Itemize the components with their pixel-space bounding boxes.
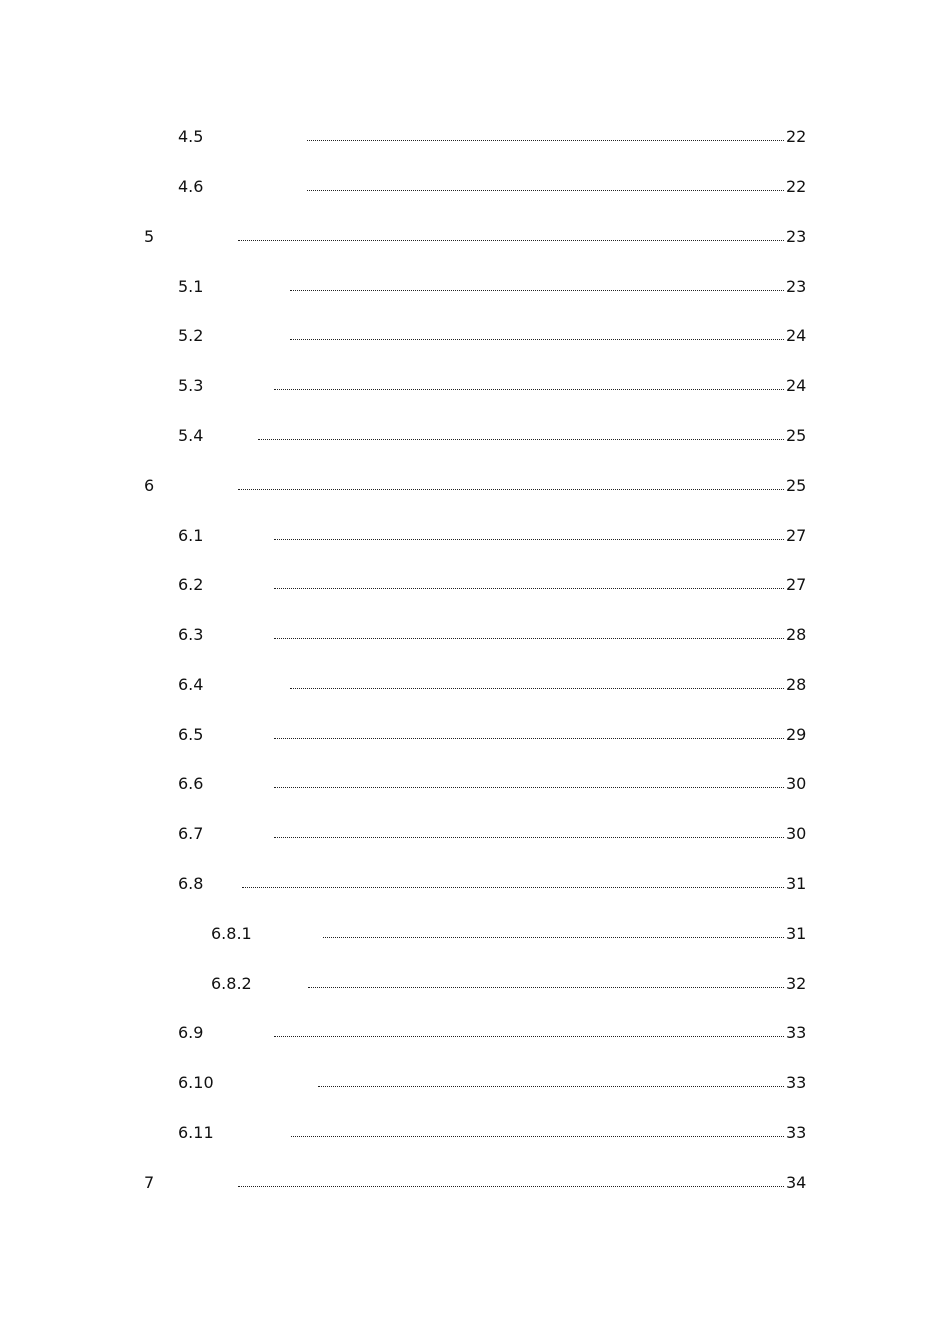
toc-dot-leader xyxy=(274,1036,784,1037)
toc-entry-number: 6.8.2 xyxy=(211,974,252,993)
toc-entry[interactable] xyxy=(0,1171,950,1195)
toc-entry-page: 33 xyxy=(786,1073,807,1092)
toc-dot-leader xyxy=(290,688,784,689)
toc-entry[interactable] xyxy=(0,772,950,796)
toc-entry-page: 33 xyxy=(786,1123,807,1142)
toc-entry-page: 32 xyxy=(786,974,807,993)
toc-entry[interactable] xyxy=(0,324,950,348)
toc-entry-page: 25 xyxy=(786,476,807,495)
toc-entry-page: 34 xyxy=(786,1173,807,1192)
toc-entry-page: 22 xyxy=(786,127,807,146)
toc-entry[interactable] xyxy=(0,524,950,548)
toc-entry[interactable] xyxy=(0,872,950,896)
toc-entry[interactable] xyxy=(0,275,950,299)
toc-entry-number: 5.4 xyxy=(178,426,204,445)
toc-entry[interactable] xyxy=(0,125,950,149)
toc-entry-page: 33 xyxy=(786,1023,807,1042)
toc-entry[interactable] xyxy=(0,474,950,498)
toc-entry-page: 25 xyxy=(786,426,807,445)
toc-dot-leader xyxy=(307,190,784,191)
toc-dot-leader xyxy=(318,1086,784,1087)
toc-entry[interactable] xyxy=(0,374,950,398)
toc-dot-leader xyxy=(242,887,784,888)
toc-dot-leader xyxy=(274,738,784,739)
toc-entry[interactable] xyxy=(0,972,950,996)
toc-entry-number: 6.8.1 xyxy=(211,924,252,943)
toc-entry[interactable] xyxy=(0,623,950,647)
toc-entry-number: 6.3 xyxy=(178,625,204,644)
toc-entry-page: 24 xyxy=(786,326,807,345)
toc-entry-number: 6.9 xyxy=(178,1023,204,1042)
toc-entry-page: 22 xyxy=(786,177,807,196)
toc-entry-page: 27 xyxy=(786,526,807,545)
toc-entry-page: 31 xyxy=(786,874,807,893)
toc-entry-number: 7 xyxy=(144,1173,155,1192)
toc-entry[interactable] xyxy=(0,1021,950,1045)
toc-entry-page: 30 xyxy=(786,824,807,843)
toc-entry-number: 5.2 xyxy=(178,326,204,345)
toc-dot-leader xyxy=(238,489,784,490)
toc-entry-number: 6 xyxy=(144,476,155,495)
toc-entry-number: 5.3 xyxy=(178,376,204,395)
toc-entry-number: 6.10 xyxy=(178,1073,214,1092)
toc-entry-number: 6.7 xyxy=(178,824,204,843)
toc-dot-leader xyxy=(323,937,784,938)
toc-entry-number: 6.6 xyxy=(178,774,204,793)
toc-entry-page: 27 xyxy=(786,575,807,594)
toc-entry[interactable] xyxy=(0,922,950,946)
toc-entry-page: 24 xyxy=(786,376,807,395)
toc-entry-number: 4.5 xyxy=(178,127,204,146)
toc-dot-leader xyxy=(307,140,784,141)
toc-entry-number: 5.1 xyxy=(178,277,204,296)
toc-entry-number: 6.2 xyxy=(178,575,204,594)
toc-dot-leader xyxy=(308,987,784,988)
toc-dot-leader xyxy=(274,638,784,639)
toc-dot-leader xyxy=(238,240,784,241)
toc-dot-leader xyxy=(274,588,784,589)
toc-dot-leader xyxy=(291,1136,784,1137)
toc-dot-leader xyxy=(290,290,784,291)
toc-entry[interactable] xyxy=(0,1071,950,1095)
toc-entry-page: 23 xyxy=(786,277,807,296)
toc-entry[interactable] xyxy=(0,225,950,249)
toc-dot-leader xyxy=(274,389,784,390)
toc-entry-page: 23 xyxy=(786,227,807,246)
toc-entry-page: 28 xyxy=(786,675,807,694)
toc-dot-leader xyxy=(238,1186,784,1187)
toc-entry-number: 6.1 xyxy=(178,526,204,545)
toc-entry[interactable] xyxy=(0,723,950,747)
toc-entry-number: 6.11 xyxy=(178,1123,214,1142)
toc-entry-number: 6.5 xyxy=(178,725,204,744)
toc-entry-page: 30 xyxy=(786,774,807,793)
toc-entry[interactable] xyxy=(0,424,950,448)
toc-entry-number: 5 xyxy=(144,227,155,246)
toc-entry-number: 4.6 xyxy=(178,177,204,196)
toc-dot-leader xyxy=(274,787,784,788)
toc-entry-page: 31 xyxy=(786,924,807,943)
toc-entry[interactable] xyxy=(0,1121,950,1145)
toc-entry[interactable] xyxy=(0,822,950,846)
toc-entry[interactable] xyxy=(0,573,950,597)
toc-entry-number: 6.8 xyxy=(178,874,204,893)
toc-entry[interactable] xyxy=(0,175,950,199)
toc-dot-leader xyxy=(258,439,784,440)
toc-entry-page: 29 xyxy=(786,725,807,744)
toc-entry[interactable] xyxy=(0,673,950,697)
toc-dot-leader xyxy=(274,837,784,838)
toc-entry-number: 6.4 xyxy=(178,675,204,694)
toc-entry-page: 28 xyxy=(786,625,807,644)
toc-dot-leader xyxy=(290,339,784,340)
toc-dot-leader xyxy=(274,539,784,540)
